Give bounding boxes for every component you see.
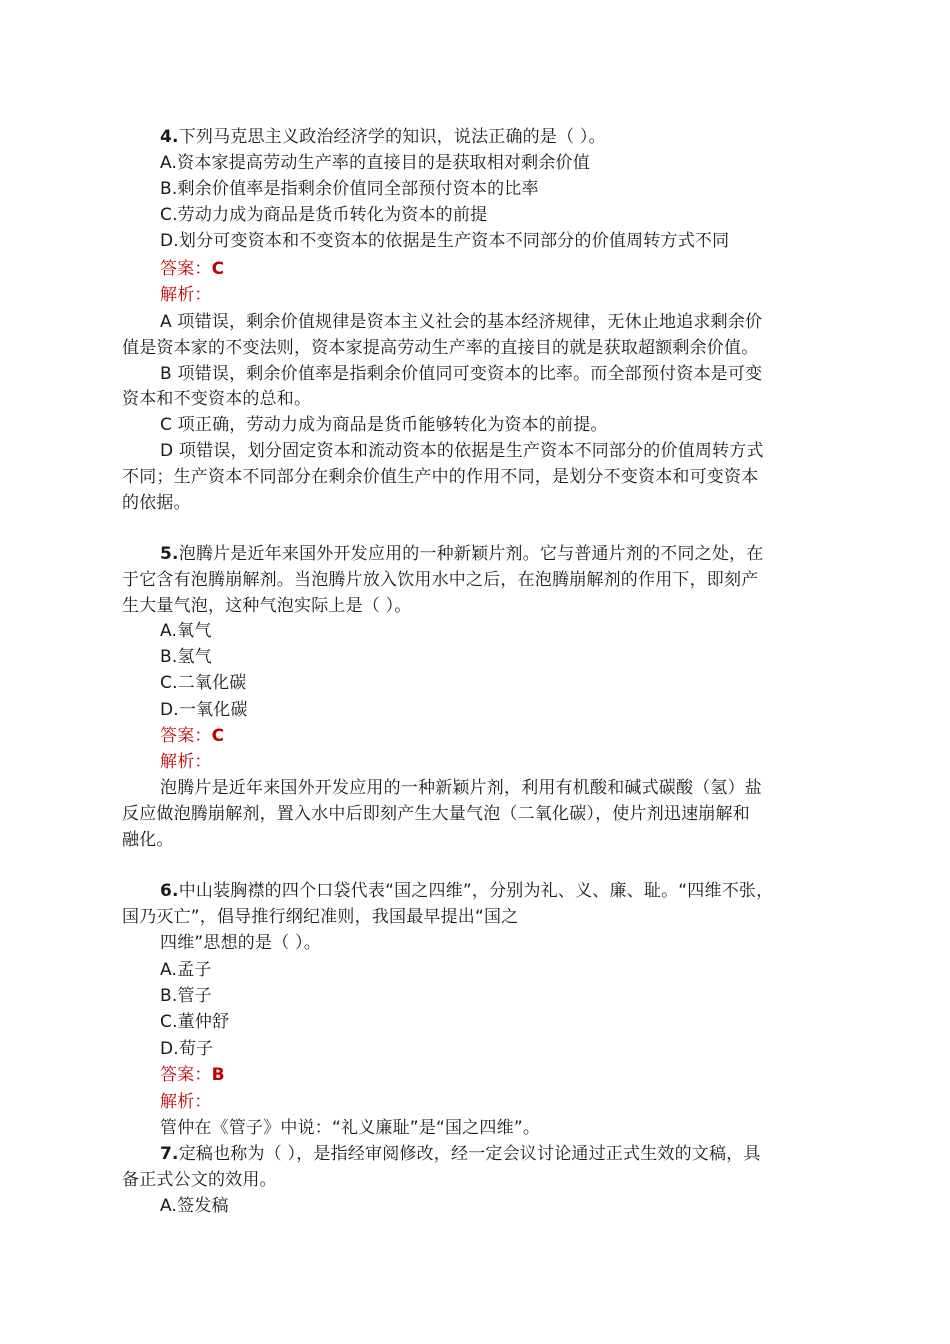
- analysis-label: 解析：: [160, 285, 212, 305]
- analysis-line: C 项正确，劳动力成为商品是货币能够转化为资本的前提。: [160, 415, 608, 435]
- question-6-stem: 6.中山装胸襟的四个口袋代表“国之四维”，分别为礼、义、廉、耻。“四维不张，: [160, 881, 774, 901]
- analysis-line: D 项错误，划分固定资本和流动资本的依据是生产资本不同部分的价值周转方式: [160, 441, 764, 461]
- option-a: A.氧气: [160, 621, 212, 641]
- option-d: D.一氧化碳: [160, 700, 248, 720]
- answer-label: 答案：: [160, 726, 212, 746]
- answer-line: [160, 1062, 225, 1088]
- question-stem-line: 备正式公文的效用。: [122, 1170, 277, 1190]
- analysis-line: 不同；生产资本不同部分在剩余价值生产中的作用不同，是划分不变资本和可变资本: [122, 467, 759, 487]
- answer-label: 答案：: [160, 259, 212, 279]
- question-number: 6.: [160, 881, 179, 901]
- option-b: B.剩余价值率是指剩余价值同全部预付资本的比率: [160, 179, 539, 199]
- option-c: C.二氧化碳: [160, 673, 247, 693]
- answer-value: B: [211, 1065, 225, 1085]
- analysis-line: 值是资本家的不变法则，资本家提高劳动生产率的直接目的就是获取超额剩余价值。: [122, 338, 759, 358]
- answer-line: [160, 723, 224, 749]
- answer-label: 答案：: [160, 1065, 212, 1085]
- analysis-line: 融化。: [122, 830, 174, 850]
- answer-line: [160, 256, 224, 282]
- question-stem-line: 于它含有泡腾崩解剂。当泡腾片放入饮用水中之后，在泡腾崩解剂的作用下，即刻产: [122, 570, 759, 590]
- question-number: 5.: [160, 544, 179, 564]
- question-stem-line: 四维”思想的是（ ）。: [160, 933, 321, 953]
- analysis-line: 管仲在《管子》中说：“礼义廉耻”是“国之四维”。: [160, 1118, 541, 1138]
- option-c: C.董仲舒: [160, 1012, 230, 1032]
- analysis-label: 解析：: [160, 752, 212, 772]
- question-7-stem: 7.定稿也称为（ ），是指经审阅修改，经一定会议讨论通过正式生效的文稿，具: [160, 1144, 761, 1164]
- analysis-line: A 项错误，剩余价值规律是资本主义社会的基本经济规律，无休止地追求剩余价: [160, 312, 763, 332]
- analysis-line: B 项错误，剩余价值率是指剩余价值同可变资本的比率。而全部预付资本是可变: [160, 364, 763, 384]
- option-c: C.劳动力成为商品是货币转化为资本的前提: [160, 205, 488, 225]
- question-stem-line: 国乃灭亡”，倡导推行纲纪准则，我国最早提出“国之: [122, 907, 519, 927]
- answer-value: C: [211, 259, 225, 279]
- option-d: D.荀子: [160, 1039, 214, 1059]
- analysis-line: 资本和不变资本的总和。: [122, 389, 312, 409]
- option-b: B.管子: [160, 986, 212, 1006]
- question-number: 4.: [160, 127, 179, 147]
- option-a: A.资本家提高劳动生产率的直接目的是获取相对剩余价值: [160, 153, 590, 173]
- option-d: D.划分可变资本和不变资本的依据是生产资本不同部分的价值周转方式不同: [160, 231, 730, 251]
- option-a: A.孟子: [160, 960, 212, 980]
- option-a: A.签发稿: [160, 1196, 229, 1216]
- analysis-line: 反应做泡腾崩解剂，置入水中后即刻产生大量气泡（二氧化碳），使片剂迅速崩解和: [122, 804, 750, 824]
- question-5-stem: 5.泡腾片是近年来国外开发应用的一种新颖片剂。它与普通片剂的不同之处，在: [160, 544, 764, 564]
- question-stem-line: 生大量气泡，这种气泡实际上是（ ）。: [122, 596, 412, 616]
- analysis-label: 解析：: [160, 1092, 212, 1112]
- analysis-line: 泡腾片是近年来国外开发应用的一种新颖片剂，利用有机酸和碱式碳酸（氢）盐: [160, 778, 762, 798]
- analysis-line: 的依据。: [122, 493, 191, 513]
- question-number: 7.: [160, 1144, 179, 1164]
- question-4-stem: 4.下列马克思主义政治经济学的知识，说法正确的是（ ）。: [160, 127, 606, 147]
- option-b: B.氢气: [160, 647, 212, 667]
- answer-value: C: [211, 726, 225, 746]
